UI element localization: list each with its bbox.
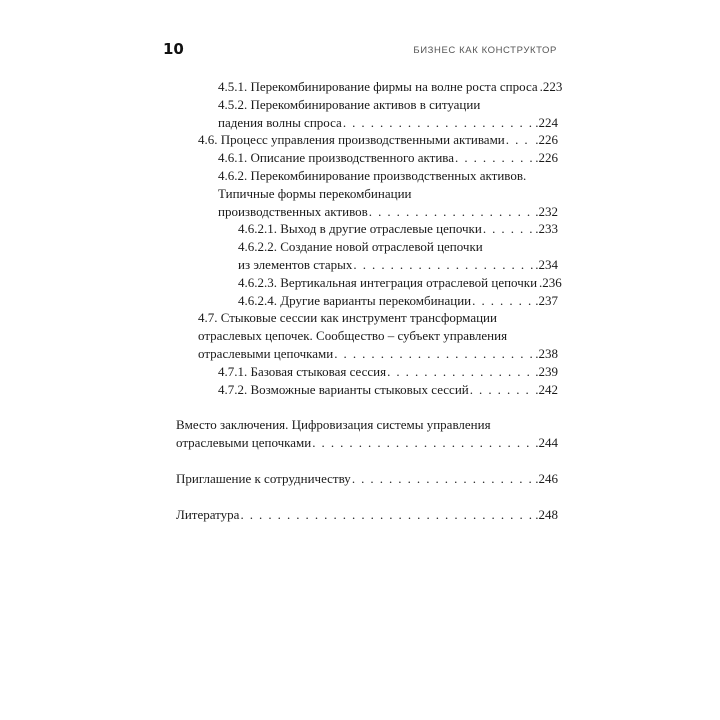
- toc-entry-conclusion: [176, 434, 558, 452]
- running-title: БИЗНЕС КАК КОНСТРУКТОР: [413, 45, 557, 56]
- spacer: [176, 398, 558, 416]
- toc-entry-page: .238: [535, 345, 558, 361]
- toc-entry-page: .237: [535, 292, 558, 308]
- dot-leader: [455, 149, 534, 167]
- dot-leader: [369, 203, 534, 221]
- toc-entry-title: 4.6.2.1. Выход в другие отраслевые цепочки: [238, 221, 482, 237]
- toc-entry-page: .226: [535, 132, 558, 148]
- toc-entry-4-6-2-3: [176, 274, 562, 292]
- dot-leader: [352, 470, 534, 488]
- toc-entry-4-5-1: [176, 78, 563, 96]
- spacer: [176, 488, 558, 506]
- spacer: [176, 452, 558, 470]
- toc-entry-title: 4.7.1. Базовая стыковая сессия: [218, 363, 387, 379]
- toc-entry-title: 4.6. Процесс управления производственными активами: [198, 132, 505, 148]
- toc-entry-title: отраслевыми цепочками: [176, 435, 312, 451]
- toc-entry-4-6-2-2-line1: 4.6.2.2. Создание новой отраслевой цепочки: [238, 239, 483, 255]
- toc-entry-page: .233: [535, 221, 558, 237]
- toc-entry-title: 4.7.2. Возможные варианты стыковых сессий: [218, 381, 469, 397]
- dot-leader: [470, 381, 535, 399]
- toc-entry-title: падения волны спроса: [218, 114, 342, 130]
- toc-entry-title: отраслевыми цепочками: [198, 345, 334, 361]
- toc-entry-4-6: [176, 131, 558, 149]
- dot-leader: [334, 345, 534, 363]
- dot-leader: [343, 114, 534, 132]
- toc-entry-4-5-2: [176, 114, 558, 132]
- toc-entry-page: .239: [535, 363, 558, 379]
- toc-entry-page: .224: [535, 114, 558, 130]
- toc-entry-4-6-2: [176, 203, 558, 221]
- toc-entry-4-6-2-1: [176, 220, 558, 238]
- toc-entry-4-7-1: [176, 363, 558, 381]
- toc-entry-4-6-2-4: [176, 292, 558, 310]
- toc-entry-page: .244: [535, 435, 558, 451]
- table-of-contents: [176, 78, 563, 524]
- dot-leader: [387, 363, 534, 381]
- toc-entry-4-7: [176, 345, 558, 363]
- toc-entry-4-6-1: [176, 149, 558, 167]
- dot-leader: [353, 256, 534, 274]
- page-number: 10: [163, 40, 184, 58]
- toc-entry-title: 4.5.1. Перекомбинирование фирмы на волне роста спроса: [218, 79, 538, 94]
- toc-entry-title: Литература: [176, 506, 240, 522]
- toc-entry-page: .234: [535, 256, 558, 272]
- toc-entry-4-6-2-line1: 4.6.2. Перекомбинирование производственных активов.: [218, 167, 527, 183]
- toc-entry-4-5-2-line1: 4.5.2. Перекомбинирование активов в ситуации: [218, 96, 481, 112]
- toc-entry-page: .242: [535, 381, 558, 397]
- dot-leader: [240, 506, 534, 524]
- toc-entry-title: из элементов старых: [238, 256, 353, 272]
- dot-leader: [506, 131, 534, 149]
- toc-entry-4-7-line1: 4.7. Стыковые сессии как инструмент трансформации: [198, 310, 497, 326]
- toc-entry-4-6-2-line2: Типичные формы перекомбинации: [218, 185, 412, 201]
- toc-entry-4-7-line2: отраслевых цепочек. Сообщество – субъект управления: [198, 328, 508, 344]
- toc-entry-literature: [176, 506, 558, 524]
- toc-entry-title: 4.6.1. Описание производственного актива: [218, 150, 455, 166]
- dot-leader: [483, 220, 534, 238]
- toc-entry-conclusion-line1: Вместо заключения. Цифровизация системы управления: [176, 417, 491, 433]
- toc-entry-4-7-2: [176, 381, 558, 399]
- dot-leader: [472, 292, 534, 310]
- toc-entry-4-6-2-2: [176, 256, 558, 274]
- toc-entry-title: 4.6.2.4. Другие варианты перекомбинации: [238, 292, 472, 308]
- toc-entry-page: .223: [539, 79, 563, 94]
- toc-entry-page: .232: [535, 203, 558, 219]
- toc-entry-page: .248: [535, 506, 558, 522]
- toc-entry-page: .236: [539, 274, 562, 290]
- toc-entry-title: Приглашение к сотрудничеству: [176, 470, 351, 486]
- toc-entry-invitation: [176, 470, 558, 488]
- toc-entry-title: 4.6.2.3. Вертикальная интеграция отраслевой цепочки: [238, 274, 538, 290]
- toc-entry-title: производственных активов: [218, 203, 368, 219]
- dot-leader: [312, 434, 534, 452]
- toc-entry-page: .226: [535, 150, 558, 166]
- toc-entry-page: .246: [535, 470, 558, 486]
